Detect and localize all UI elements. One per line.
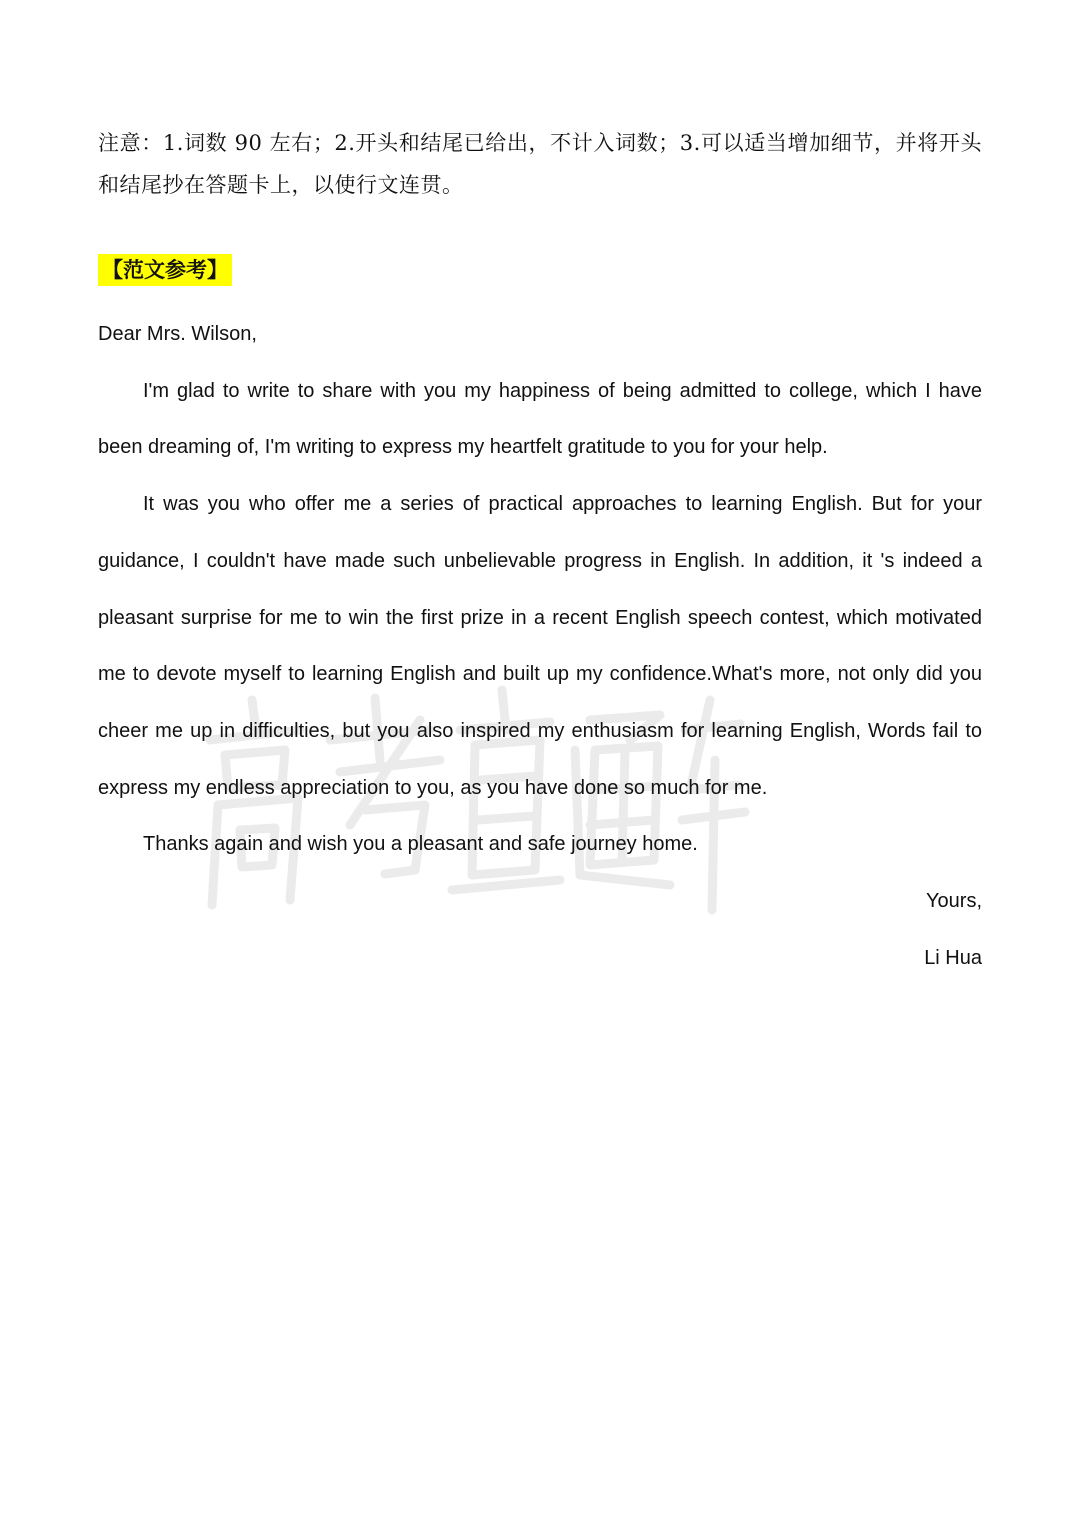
letter-closing: Yours, xyxy=(926,890,982,913)
model-letter xyxy=(98,306,982,986)
letter-paragraph-1: I'm glad to write to share with you my happiness of being admitted to college, which I have been dreaming of, I'm writing to express my heartfelt gratitude to you for your help. xyxy=(98,379,982,459)
instruction-note: 注意：1.词数 90 左右；2.开头和结尾已给出，不计入词数；3.可以适当增加细节，并将开头和结尾抄在答题卡上，以使行文连贯。 xyxy=(98,131,982,197)
letter-salutation: Dear Mrs. Wilson, xyxy=(98,323,257,345)
main-content xyxy=(98,122,982,986)
model-essay-tag: 【范文参考】 xyxy=(98,254,232,286)
letter-paragraph-3: Thanks again and wish you a pleasant and safe journey home. xyxy=(143,833,698,856)
letter-signature: Li Hua xyxy=(924,946,982,969)
section-tag-row xyxy=(98,254,982,290)
letter-paragraph-2: It was you who offer me a series of practical approaches to learning English. But for your guidance, I couldn't have made such unbelievable progress in English. In addition, it 's indeed a pleasant surprise for me to win the first prize in a recent English speech contest, which motivated me to devote myself to learning English and built up my confidence.What's more, not only did you cheer me up in difficulties, but you also inspired my enthusiasm for learning English, Words fail to express my endless appreciation to you, as you have done so much for me. xyxy=(98,493,982,799)
